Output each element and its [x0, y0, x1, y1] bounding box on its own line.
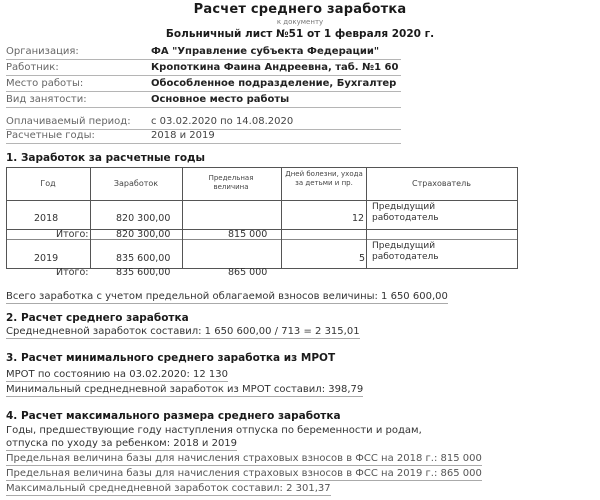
avg-earnings-text: Среднедневной заработок составил: 1 650 600,00 / 713 = 2 315,01	[6, 326, 360, 337]
field-employee	[6, 62, 596, 76]
table-cell-days: 5	[359, 253, 366, 264]
field-workplace	[6, 78, 596, 92]
document-title: Расчет среднего заработка	[193, 2, 407, 17]
col-header-earnings: Заработок	[113, 179, 159, 188]
summary-text: Всего заработка с учетом предельной облагаемой взносов величины: 1 650 600,00	[6, 291, 448, 302]
years-text: отпуска по уходу за ребенком: 2018 и 2019	[6, 438, 238, 449]
section-2-heading: 2. Расчет среднего заработка	[6, 312, 189, 324]
table-total-label: Итого:	[56, 229, 89, 240]
min-avg-earnings-text: Минимальный среднедневной заработок из МРОТ составил: 398,79	[6, 384, 364, 395]
col-header-insurer: Страхователь	[412, 179, 471, 188]
table-total-limit: 815 000	[228, 229, 268, 240]
sick-leave-reference: Больничный лист №51 от 1 февраля 2020 г.	[165, 28, 435, 40]
field-value: 2018 и 2019	[151, 130, 215, 141]
field-label: Вид занятости:	[6, 94, 87, 105]
field-value: с 03.02.2020 по 14.08.2020	[151, 116, 294, 127]
field-label: Работник:	[6, 62, 59, 73]
section-3-line1	[6, 369, 228, 380]
section-4-line1: Годы, предшествующие году наступления отпуска по беременности и родам,	[6, 425, 422, 436]
field-label: Организация:	[6, 46, 79, 57]
table-cell-days: 12	[352, 213, 365, 224]
section-4-line4	[6, 468, 482, 479]
field-calc-years	[6, 130, 596, 144]
field-value: ФА "Управление субъекта Федерации"	[151, 46, 380, 57]
section-1-summary	[6, 291, 448, 302]
table-total-earnings: 820 300,00	[116, 229, 171, 240]
col-header-days: Дней болезни, ухода за детьми и пр.	[285, 170, 363, 187]
limit-2018-text: Предельная величина базы для начисления страховых взносов в ФСС на 2018 г.: 815 000	[6, 453, 482, 464]
field-employment-type	[6, 94, 596, 108]
field-label: Расчетные годы:	[6, 130, 95, 141]
section-3-heading: 3. Расчет минимального среднего заработка из МРОТ	[6, 352, 336, 364]
field-value: Обособленное подразделение, Бухгалтер	[151, 78, 397, 89]
table-cell-earnings: 820 300,00	[116, 213, 171, 224]
section-2-line	[6, 326, 360, 337]
field-value: Кропоткина Фаина Андреевна, таб. №1 60	[151, 62, 399, 73]
table-cell-insurer: Предыдущий работодатель	[372, 241, 439, 262]
mrot-text: МРОТ по состоянию на 03.02.2020: 12 130	[6, 369, 228, 380]
col-header-limit: Предельная величина	[208, 174, 254, 191]
document-subtitle: к документу	[276, 18, 324, 26]
field-value: Основное место работы	[151, 94, 290, 105]
field-organization	[6, 46, 596, 60]
field-paid-period	[6, 116, 596, 130]
earnings-table	[6, 167, 518, 278]
field-label: Место работы:	[6, 78, 84, 89]
section-1-heading: 1. Заработок за расчетные годы	[6, 152, 206, 164]
limit-2019-text: Предельная величина базы для начисления страховых взносов в ФСС на 2019 г.: 865 000	[6, 468, 482, 479]
table-cell-earnings: 835 600,00	[116, 253, 171, 264]
section-4-line3	[6, 453, 482, 464]
max-avg-earnings-text: Максимальный среднедневной заработок составил: 2 301,37	[6, 483, 331, 494]
table-total-limit: 865 000	[228, 267, 268, 278]
section-4-heading: 4. Расчет максимального размера среднего заработка	[6, 410, 341, 422]
section-4-line2	[6, 438, 237, 449]
section-4-line5	[6, 483, 331, 494]
field-label: Оплачиваемый период:	[6, 116, 131, 127]
table-total-label: Итого:	[56, 267, 89, 278]
col-header-year: Год	[40, 179, 56, 188]
table-cell-insurer: Предыдущий работодатель	[372, 202, 439, 223]
section-3-line2	[6, 384, 363, 395]
table-total-earnings: 835 600,00	[116, 267, 171, 278]
table-cell-year: 2019	[34, 253, 59, 264]
table-cell-year: 2018	[34, 213, 59, 224]
